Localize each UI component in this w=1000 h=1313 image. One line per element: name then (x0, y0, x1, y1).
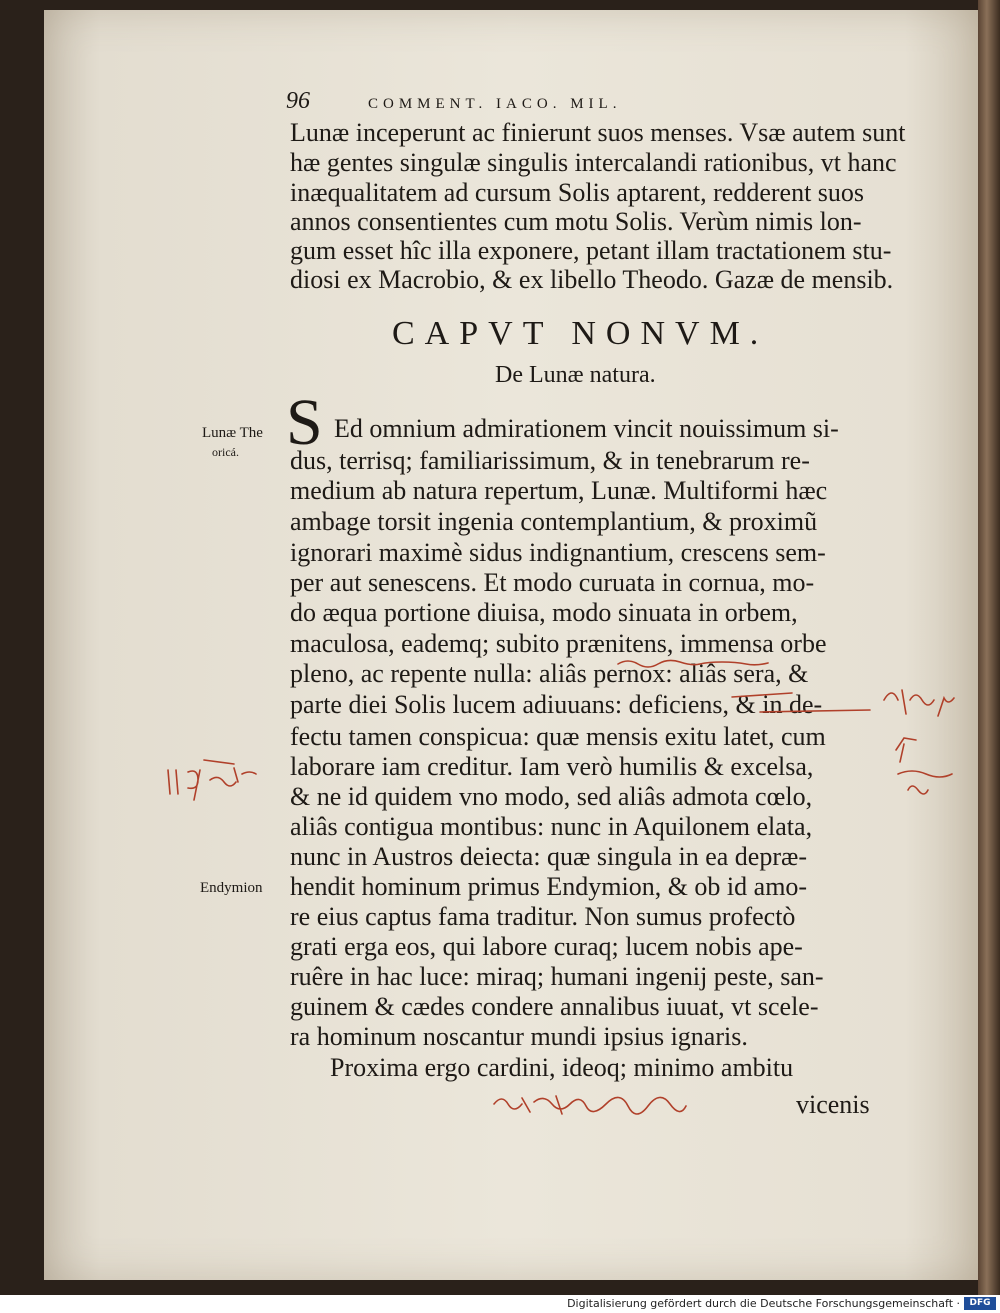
body-line: fectu tamen conspicua: quæ mensis exitu latet, cum (290, 722, 826, 751)
body-line: Ed omnium admirationem vincit nouissimum si- (334, 414, 839, 443)
annotation-right-margin-2 (896, 738, 916, 762)
margin-note-lunae-theorica-2: oricá. (212, 445, 239, 459)
body-line: nunc in Austros deiecta: quæ singula in ea depræ- (290, 842, 808, 871)
annotation-below-proxima (494, 1096, 686, 1114)
margin-note-lunae-theorica: Lunæ The (202, 425, 263, 441)
drop-cap: S (286, 386, 323, 459)
body-line: gum esset hîc illa exponere, petant illam tractationem stu- (290, 236, 892, 265)
running-title: COMMENT. IACO. MIL. (368, 96, 622, 112)
annotation-right-margin-3 (898, 771, 952, 794)
body-line: inæqualitatem ad cursum Solis aptarent, redderent suos (290, 178, 865, 207)
annotation-strikethrough (732, 693, 870, 712)
body-line: re eius captus fama traditur. Non sumus profectò (290, 902, 796, 931)
body-line: hæ gentes singulæ singulis intercalandi rationibus, vt hanc (290, 148, 897, 177)
body-line: laborare iam creditur. Iam verò humilis & excelsa, (290, 752, 814, 781)
body-line: ra hominum noscantur mundi ipsius ignaris. (290, 1022, 748, 1051)
body-line: ignorari maximè sidus indignantium, crescens sem- (290, 538, 826, 567)
body-line: maculosa, eademq; subito prænitens, immensa orbe (290, 629, 827, 658)
section-subtitle: De Lunæ natura. (495, 362, 656, 388)
body-line: Proxima ergo cardini, ideoq; minimo ambitu (330, 1053, 794, 1082)
footer-credit-text: Digitalisierung gefördert durch die Deutsche Forschungsgemeinschaft · (567, 1297, 960, 1310)
body-line: parte diei Solis lucem adiuuans: deficiens, & in de- (290, 690, 823, 719)
chapter-heading: CAPVT NONVM. (392, 315, 769, 352)
body-line: do æqua portione diuisa, modo sinuata in orbem, (290, 598, 798, 627)
margin-note-endymion: Endymion (200, 880, 263, 896)
page-number: 96 (286, 88, 310, 114)
body-line: Lunæ inceperunt ac finierunt suos menses. Vsæ autem sunt (290, 118, 906, 147)
body-line: aliâs contigua montibus: nunc in Aquilonem elata, (290, 812, 813, 841)
dfg-logo: DFG (964, 1297, 996, 1310)
annotation-scribble-above-line (618, 660, 768, 667)
body-line: per aut senescens. Et modo curuata in cornua, mo- (290, 568, 815, 597)
body-line: & ne id quidem vno modo, sed aliâs admota cœlo, (290, 782, 813, 811)
body-line: ruêre in hac luce: miraq; humani ingenij peste, san- (290, 962, 824, 991)
body-line: grati erga eos, qui labore curaq; lucem nobis ape- (290, 932, 803, 961)
body-line: medium ab natura repertum, Lunæ. Multiformi hæc (290, 476, 828, 505)
body-line: dus, terrisq; familiarissimum, & in tenebrarum re- (290, 446, 810, 475)
body-line: pleno, ac repente nulla: aliâs pernox: aliâs sera, & (290, 659, 809, 688)
body-line: hendit hominum primus Endymion, & ob id amo- (290, 872, 808, 901)
annotation-left-margin (168, 760, 256, 800)
body-line: guinem & cædes condere annalibus iuuat, vt scele- (290, 992, 819, 1021)
body-line: diosi ex Macrobio, & ex libello Theodo. Gazæ de mensib. (290, 265, 894, 294)
annotation-right-margin-1 (884, 690, 954, 716)
body-line: annos consentientes cum motu Solis. Verùm nimis lon- (290, 207, 862, 236)
catchword: vicenis (796, 1090, 870, 1119)
body-line: ambage torsit ingenia contemplantium, & proximũ (290, 507, 818, 536)
